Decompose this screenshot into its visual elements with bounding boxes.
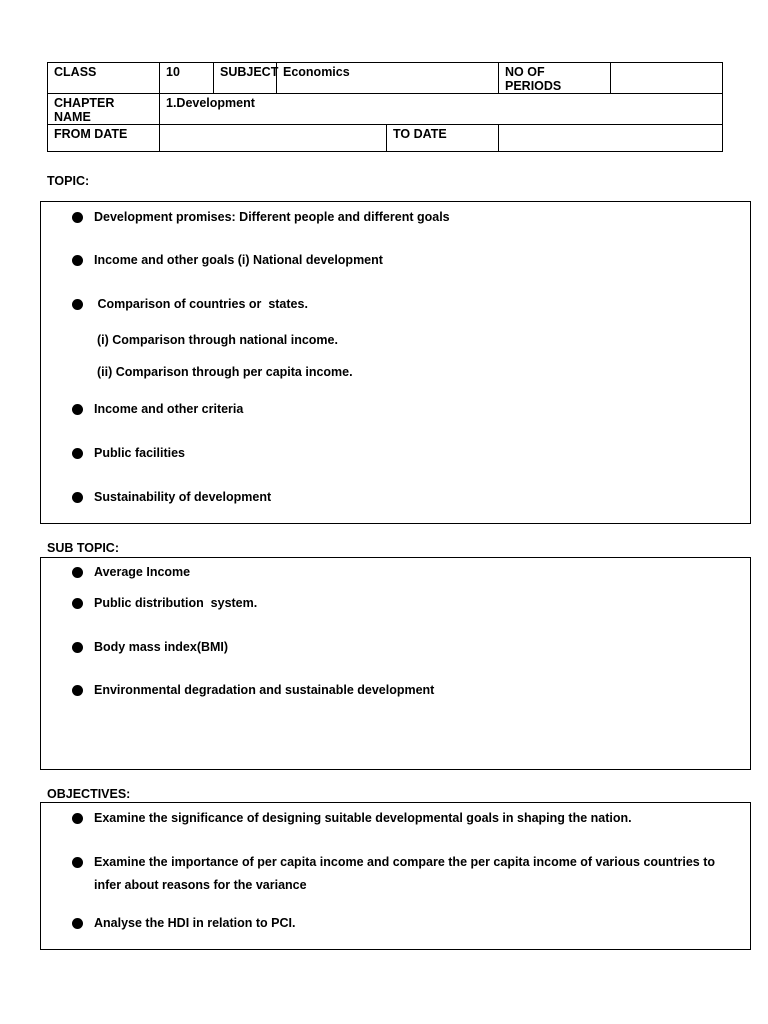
header-table <box>47 62 723 152</box>
class-label: CLASS <box>48 63 160 94</box>
bullet-icon <box>72 642 83 653</box>
bullet-icon <box>72 212 83 223</box>
bullet-icon <box>72 404 83 415</box>
to-date-value <box>499 125 723 152</box>
periods-label: NO OF PERIODS <box>499 63 611 94</box>
objectives-box: Examine the significance of designing suitable developmental goals in shaping the nation. Examine the importance of per capita income and compare the per capita income of various countries to infer about reasons for the variance Analyse the HDI in relation to PCI. <box>40 802 751 950</box>
header-row-chapter <box>48 94 723 125</box>
topic-heading: TOPIC: <box>47 174 90 188</box>
subject-value: Economics <box>277 63 499 94</box>
topic-box: Development promises: Different people and different goals Income and other goals (i) National development Comparison of countries or states. (i) Comparison through national income. (ii) Comparison through per capita income. Income and other criteria Public facilities Sustainability of development <box>40 201 751 524</box>
class-value: 10 <box>160 63 214 94</box>
from-date-value <box>160 125 387 152</box>
bullet-icon <box>72 255 83 266</box>
sub-item: (ii) Comparison through per capita income. <box>97 365 353 379</box>
subject-label: SUBJECT <box>214 63 277 94</box>
subtopic-heading: SUB TOPIC: <box>47 541 119 555</box>
objectives-heading: OBJECTIVES: <box>47 787 131 801</box>
bullet-icon <box>72 857 83 868</box>
bullet-icon <box>72 813 83 824</box>
bullet-icon <box>72 685 83 696</box>
chapter-value: 1.Development <box>160 94 723 125</box>
periods-value <box>611 63 723 94</box>
bullet-icon <box>72 492 83 503</box>
header-row-class <box>48 63 723 94</box>
bullet-icon <box>72 598 83 609</box>
bullet-icon <box>72 567 83 578</box>
bullet-icon <box>72 299 83 310</box>
bullet-icon <box>72 448 83 459</box>
subtopic-box: Average Income Public distribution system. Body mass index(BMI) Environmental degradation and sustainable development <box>40 557 751 770</box>
chapter-label: CHAPTER NAME <box>48 94 160 125</box>
bullet-icon <box>72 918 83 929</box>
from-date-label: FROM DATE <box>48 125 160 152</box>
header-row-dates <box>48 125 723 152</box>
to-date-label: TO DATE <box>387 125 499 152</box>
sub-item: (i) Comparison through national income. <box>97 333 338 347</box>
